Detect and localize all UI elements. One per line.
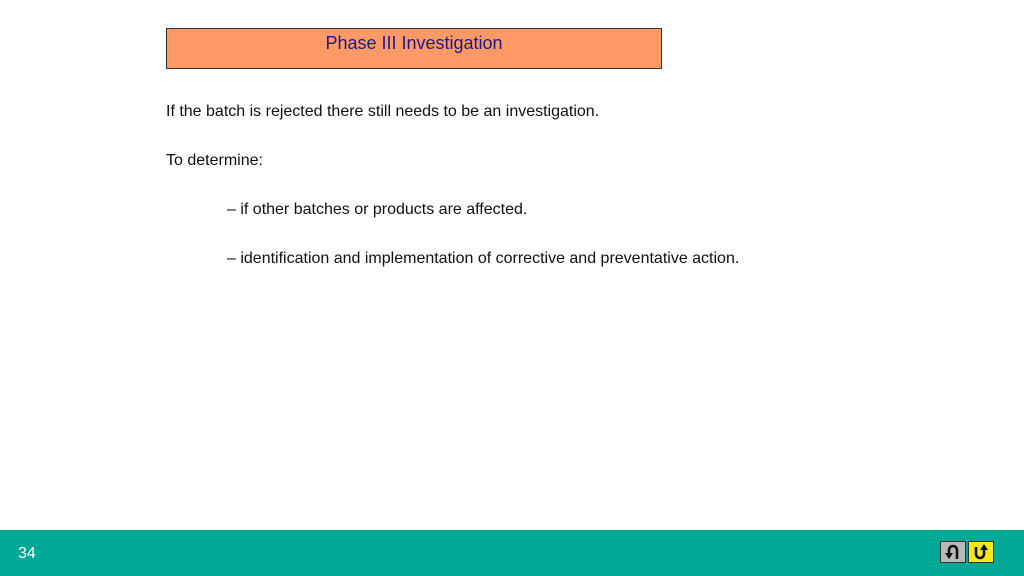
slide-title: Phase III Investigation [325,33,503,53]
title-box [166,28,662,69]
forward-button[interactable] [968,541,994,563]
navigation-buttons [940,541,994,563]
bullet-item: – identification and implementation of corrective and preventative action. [227,250,740,267]
page-number: 34 [18,545,36,562]
back-button[interactable] [940,541,966,563]
bullet-item: – if other batches or products are affected. [227,201,528,218]
u-turn-back-icon [943,543,963,561]
u-turn-forward-icon [971,543,991,561]
determine-label: To determine: [166,152,263,169]
intro-paragraph: If the batch is rejected there still needs to be an investigation. [166,103,600,120]
footer-bar [0,530,1024,576]
